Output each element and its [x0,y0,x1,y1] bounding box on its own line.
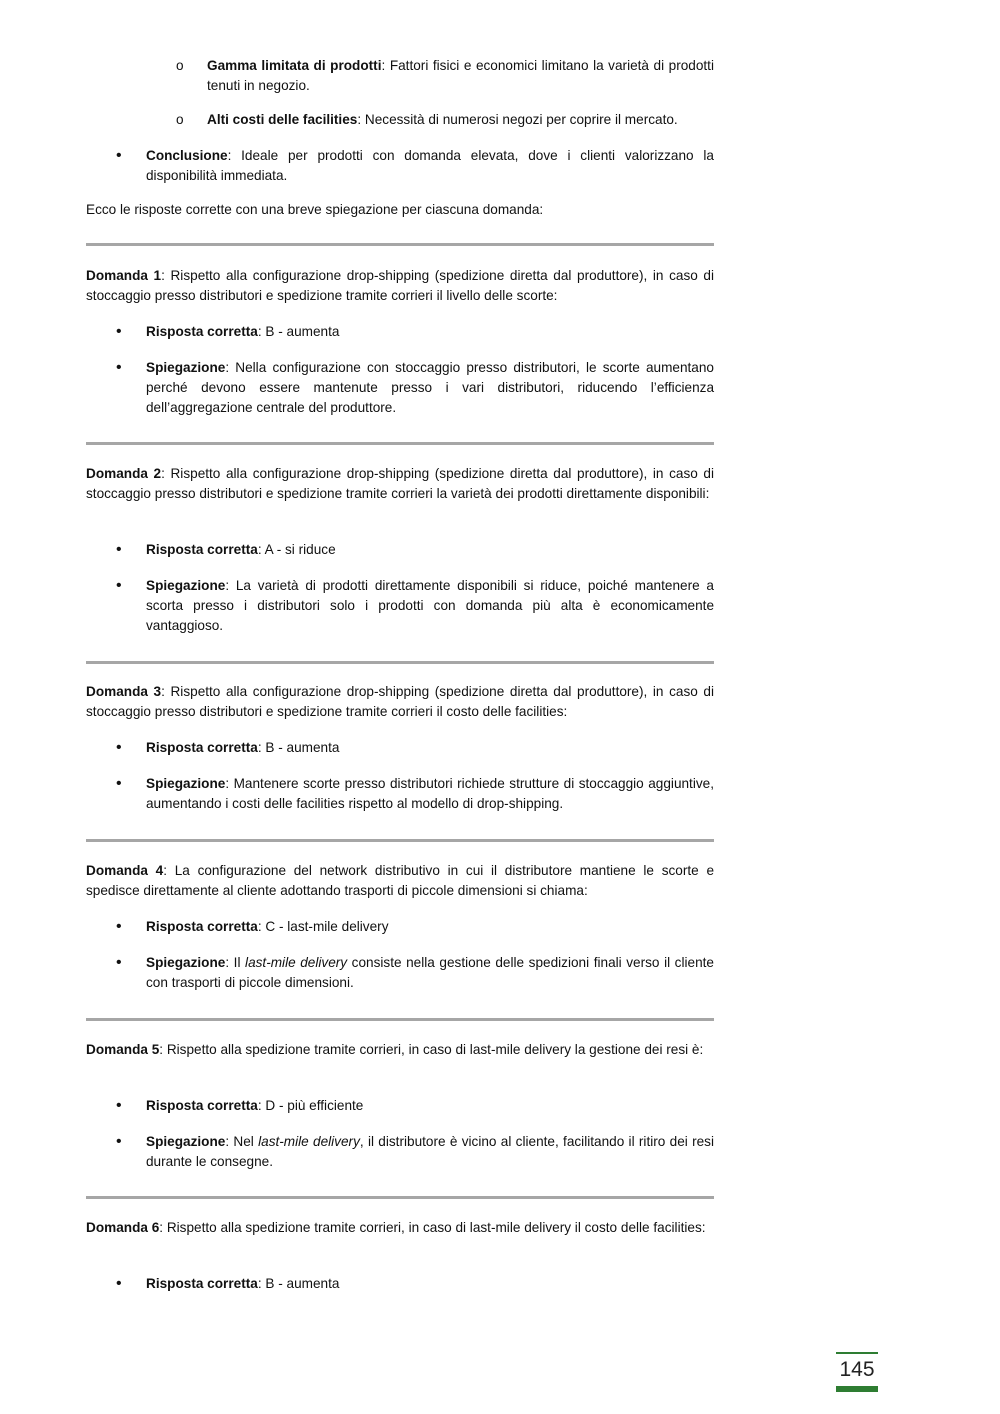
list-item-text [207,56,714,96]
bullet-icon: • [116,541,122,558]
question-text: : Rispetto alla configurazione drop-shipping (spedizione diretta dal produttore), in caso di stoccaggio presso distributori e spedizione tramite corrieri il costo delle facilities: [86,684,714,719]
page-number [836,1352,878,1392]
question-4 [86,861,714,901]
question-title: Domanda 4 [86,863,164,878]
question-text: : La configurazione del network distributivo in cui il distributore mantiene le scorte e spedisce direttamente al cliente adottando trasporti di piccole dimensioni si chiama: [86,863,715,898]
answer-label: Risposta corretta [146,919,258,934]
question-title: Domanda 1 [86,268,162,283]
sub-list-item [121,110,714,130]
answer-label: Risposta corretta [146,324,258,339]
explanation-label: Spiegazione [146,955,226,970]
answer-value: : D - più efficiente [257,1098,364,1113]
bullet-icon: • [116,147,122,164]
question-3 [86,682,714,722]
explanation-bullet [116,1132,714,1172]
page-number-text: 145 [839,1358,875,1381]
sub-list-item [121,56,714,96]
explanation-text: consiste nella gestione delle spedizioni finali verso il cliente con trasporti di piccole dimensioni. [146,955,714,990]
bullet-icon: • [116,1275,122,1292]
conclusion-text [146,146,714,186]
explanation-label: Spiegazione [146,578,226,593]
explanation-emphasis: last-mile delivery [245,955,348,970]
explanation-label: Spiegazione [146,1134,226,1149]
question-title: Domanda 5 [86,1042,160,1057]
bullet-icon: • [116,954,122,971]
bullet-icon: • [116,775,122,792]
divider [86,243,714,246]
question-2 [86,464,714,504]
bullet-icon: • [116,739,122,756]
answer-bullet [116,1274,714,1294]
answer-value: : B - aumenta [257,1276,340,1291]
list-item-text [207,110,714,130]
answer-label: Risposta corretta [146,740,258,755]
list-item-desc: : Necessità di numerosi negozi per coprire il mercato. [357,112,678,127]
question-6 [86,1218,714,1238]
answer-bullet [116,540,714,560]
bullet-icon: • [116,1097,122,1114]
divider [86,839,714,842]
divider [86,1196,714,1199]
explanation-text: : La varietà di prodotti direttamente disponibili si riduce, poiché mantenere a scorta presso i distributori solo i prodotti con domanda più alta è economicamente vantaggioso. [146,578,714,633]
question-text: : Rispetto alla configurazione drop-shipping (spedizione diretta dal produttore), in caso di stoccaggio presso distributori e spedizione tramite corrieri il livello delle scorte: [86,268,714,303]
list-item-desc: : Fattori fisici e economici limitano la varietà di prodotti tenuti in negozio. [207,58,714,93]
circle-bullet-icon: o [176,58,184,73]
question-title: Domanda 2 [86,466,162,481]
answer-bullet [116,1096,714,1116]
question-1 [86,266,714,306]
bullet-icon: • [116,1133,122,1150]
list-item-term: Alti costi delle facilities [207,112,358,127]
question-text: : Rispetto alla spedizione tramite corrieri, in caso di last-mile delivery il costo delle facilities: [159,1220,706,1235]
divider [86,442,714,445]
explanation-text: : Il [225,955,246,970]
bullet-icon: • [116,323,122,340]
divider [86,1018,714,1021]
conclusion-term: Conclusione [146,148,228,163]
conclusion-desc: : Ideale per prodotti con domanda elevata, dove i clienti valorizzano la disponibilità immediata. [146,148,714,183]
explanation-text: : Nel [225,1134,259,1149]
answer-value: : B - aumenta [257,324,340,339]
answer-label: Risposta corretta [146,542,258,557]
bullet-icon: • [116,577,122,594]
explanation-bullet [116,358,714,418]
explanation-label: Spiegazione [146,776,226,791]
page-number-bottom-bar [836,1386,878,1392]
answer-bullet [116,917,714,937]
answer-bullet [116,738,714,758]
question-text: : Rispetto alla spedizione tramite corrieri, in caso di last-mile delivery la gestione dei resi è: [159,1042,704,1057]
conclusion-bullet [116,146,714,186]
answer-bullet [116,322,714,342]
divider [86,661,714,664]
explanation-label: Spiegazione [146,360,226,375]
explanation-bullet [116,576,714,636]
answer-value: : C - last-mile delivery [257,919,389,934]
explanation-text: : Mantenere scorte presso distributori richiede strutture di stoccaggio aggiuntive, aumentando i costi delle facilities rispetto al modello di drop-shipping. [146,776,714,811]
explanation-emphasis: last-mile delivery [258,1134,360,1149]
question-5 [86,1040,714,1060]
question-text: : Rispetto alla configurazione drop-shipping (spedizione diretta dal produttore), in caso di stoccaggio presso distributori e spedizione tramite corrieri la varietà dei prodotti direttamente disponibili: [86,466,714,501]
explanation-text: : Nella configurazione con stoccaggio presso distributori, le scorte aumentano perché devono essere mantenute presso i vari distributori, riducendo l’efficienza dell’aggregazione centrale del produttore. [146,360,714,415]
question-title: Domanda 3 [86,684,162,699]
question-title: Domanda 6 [86,1220,160,1235]
answer-value: : B - aumenta [257,740,340,755]
circle-bullet-icon: o [176,112,184,127]
answer-value: : A - si riduce [257,542,336,557]
explanation-text: , il distributore è vicino al cliente, facilitando il ritiro dei resi durante le consegne. [146,1134,714,1169]
explanation-bullet [116,953,714,993]
intro-sentence: Ecco le risposte corrette con una breve spiegazione per ciascuna domanda: [86,202,544,217]
explanation-bullet [116,774,714,814]
answer-label: Risposta corretta [146,1098,258,1113]
bullet-icon: • [116,359,122,376]
answer-label: Risposta corretta [146,1276,258,1291]
bullet-icon: • [116,918,122,935]
list-item-term: Gamma limitata di prodotti [207,58,382,73]
